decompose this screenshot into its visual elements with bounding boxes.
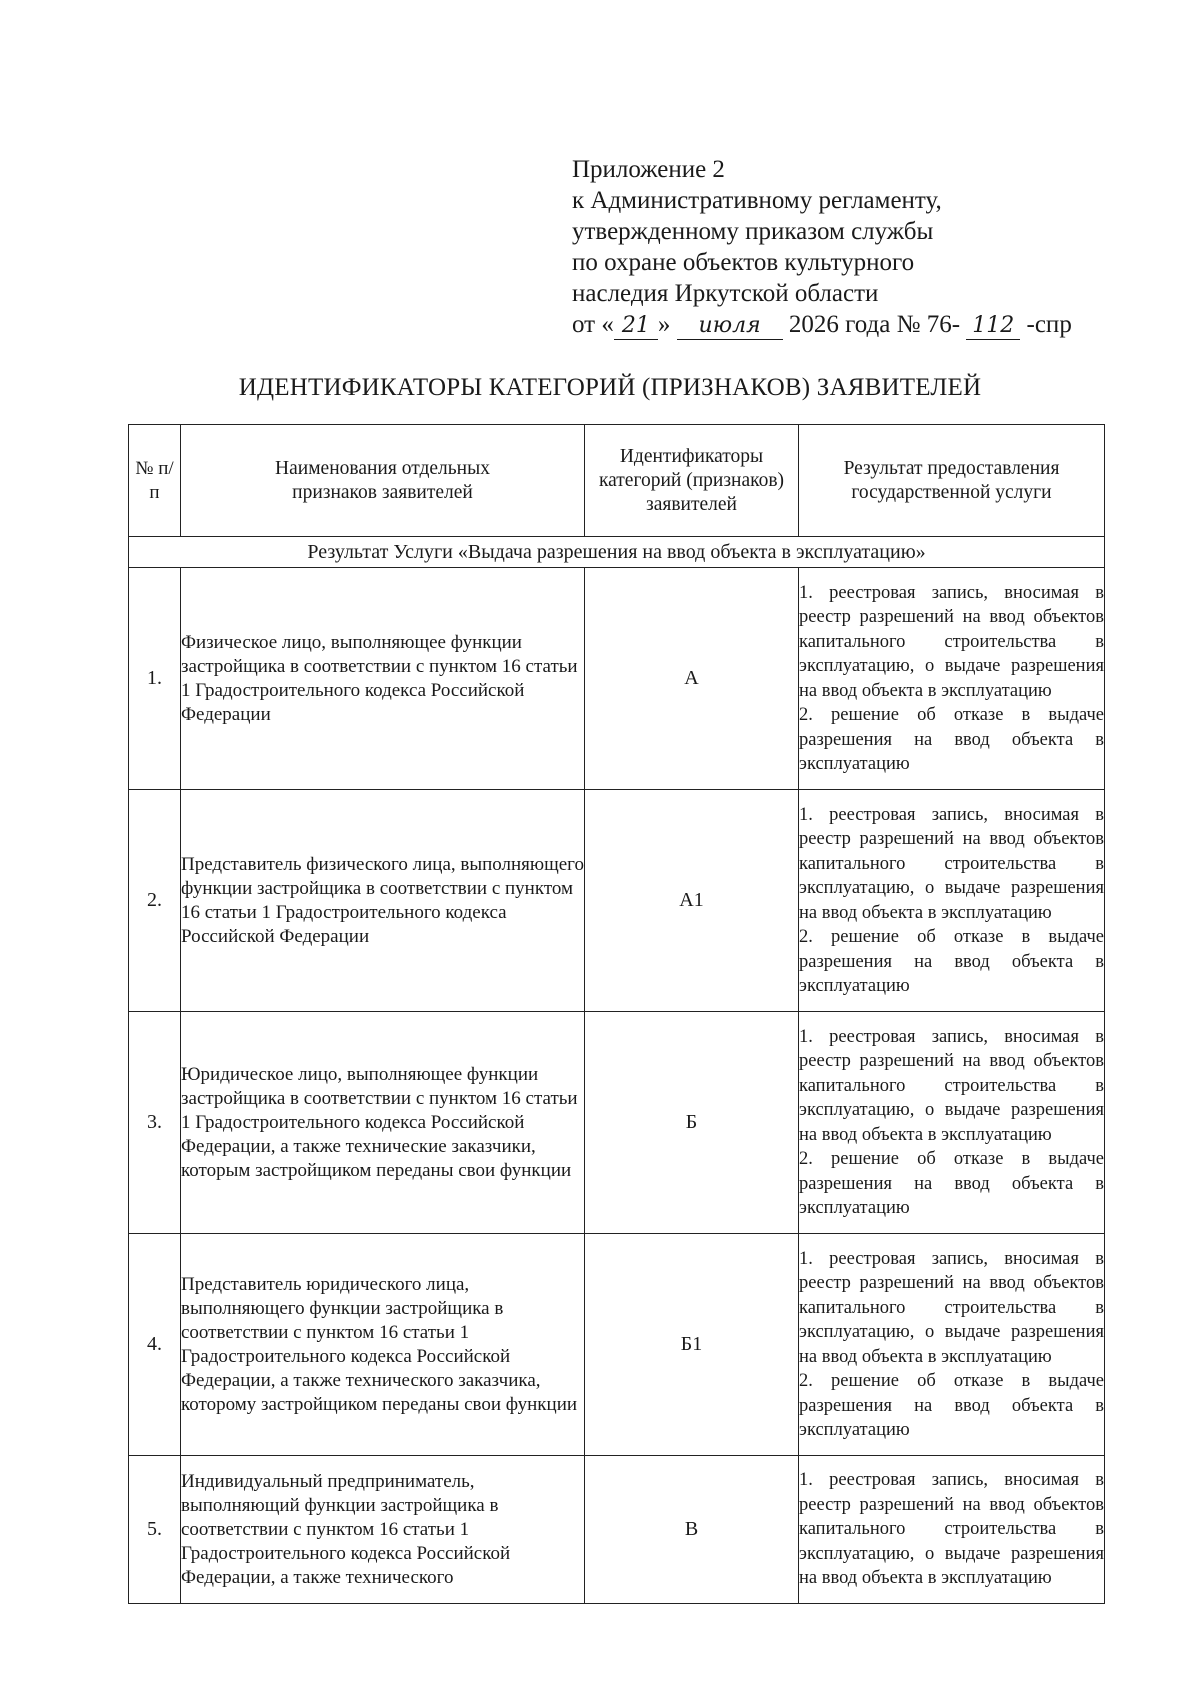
order-date-line [572, 309, 1172, 340]
header-category-text: Идентификаторы категорий (признаков) заявителей [598, 445, 785, 515]
section-row [129, 537, 1105, 568]
row-applicant-name: Физическое лицо, выполняющее функции застройщика в соответствии с пунктом 16 статьи 1 Градостроительного кодекса Российской Федерации [181, 568, 585, 790]
appendix-header [572, 154, 1172, 340]
header-num [129, 425, 181, 537]
result-item: 1. реестровая запись, вносимая в реестр разрешений на ввод объектов капитального строительства в эксплуатацию, о выдаче разрешения на ввод объекта в эксплуатацию [799, 582, 1104, 701]
date-prefix: от « [572, 311, 614, 338]
header-name-text: Наименования отдельных признаков заявителей [275, 457, 490, 503]
date-year-text: 2026 года № 76- [788, 311, 961, 338]
row-applicant-name: Юридическое лицо, выполняющее функции застройщика в соответствии с пунктом 16 статьи 1 Градостроительного кодекса Российской Федерации, а также технические заказчики, которым застройщиком переданы свои функции [181, 1012, 585, 1234]
header-category [585, 425, 799, 537]
section-title: Результат Услуги «Выдача разрешения на ввод объекта в эксплуатацию» [129, 537, 1105, 568]
row-category-id: А1 [585, 790, 799, 1012]
row-category-id: Б [585, 1012, 799, 1234]
result-item: 2. решение об отказе в выдаче разрешения на ввод объекта в эксплуатацию [799, 927, 1104, 996]
row-number: 4. [129, 1234, 181, 1456]
handwritten-day: 21 [614, 313, 658, 340]
result-item: 2. решение об отказе в выдаче разрешения на ввод объекта в эксплуатацию [799, 1149, 1104, 1218]
table-row [129, 1456, 1105, 1604]
header-num-text: № п/п [135, 457, 174, 503]
applicant-categories-table [128, 424, 1105, 1604]
table-row [129, 790, 1105, 1012]
appendix-line: к Административному регламенту, [572, 187, 942, 214]
row-category-id: Б1 [585, 1234, 799, 1456]
row-number: 3. [129, 1012, 181, 1234]
result-item: 2. решение об отказе в выдаче разрешения на ввод объекта в эксплуатацию [799, 705, 1104, 774]
appendix-line: утвержденному приказом службы [572, 218, 934, 245]
row-number: 2. [129, 790, 181, 1012]
document-title: ИДЕНТИФИКАТОРЫ КАТЕГОРИЙ (ПРИЗНАКОВ) ЗАЯВИТЕЛЕЙ [238, 374, 982, 401]
order-suffix: -спр [1026, 311, 1072, 338]
row-result [799, 790, 1105, 1012]
table-row [129, 1012, 1105, 1234]
header-result-text: Результат предоставления государственной услуги [843, 457, 1060, 503]
row-result [799, 1234, 1105, 1456]
result-item: 1. реестровая запись, вносимая в реестр разрешений на ввод объектов капитального строительства в эксплуатацию, о выдаче разрешения на ввод объекта в эксплуатацию [799, 1248, 1104, 1367]
row-applicant-name: Индивидуальный предприниматель, выполняющий функции застройщика в соответствии с пунктом 16 статьи 1 Градостроительного кодекса Российской Федерации, а также технического [181, 1456, 585, 1604]
appendix-line: Приложение 2 [572, 156, 725, 183]
date-quote-close: » [657, 311, 671, 338]
row-result [799, 568, 1105, 790]
result-item: 1. реестровая запись, вносимая в реестр разрешений на ввод объектов капитального строительства в эксплуатацию, о выдаче разрешения на ввод объекта в эксплуатацию [799, 1026, 1104, 1145]
handwritten-order-number: 112 [966, 313, 1020, 340]
row-applicant-name: Представитель физического лица, выполняющего функции застройщика в соответствии с пунктом 16 статьи 1 Градостроительного кодекса Российской Федерации [181, 790, 585, 1012]
header-name [181, 425, 585, 537]
result-item: 1. реестровая запись, вносимая в реестр разрешений на ввод объектов капитального строительства в эксплуатацию, о выдаче разрешения на ввод объекта в эксплуатацию [799, 804, 1104, 923]
row-applicant-name: Представитель юридического лица, выполняющего функции застройщика в соответствии с пунктом 16 статьи 1 Градостроительного кодекса Российской Федерации, а также технического заказчика, которому застройщиком переданы свои функции [181, 1234, 585, 1456]
table-header-row [129, 425, 1105, 537]
row-result [799, 1456, 1105, 1604]
row-number: 1. [129, 568, 181, 790]
result-item: 2. решение об отказе в выдаче разрешения на ввод объекта в эксплуатацию [799, 1371, 1104, 1440]
header-result [799, 425, 1105, 537]
row-number: 5. [129, 1456, 181, 1604]
row-category-id: В [585, 1456, 799, 1604]
table-row [129, 568, 1105, 790]
appendix-line: по охране объектов культурного [572, 249, 915, 276]
appendix-line: наследия Иркутской области [572, 280, 879, 307]
handwritten-month: июля [677, 313, 783, 340]
result-item: 1. реестровая запись, вносимая в реестр разрешений на ввод объектов капитального строительства в эксплуатацию, о выдаче разрешения на ввод объекта в эксплуатацию [799, 1470, 1104, 1589]
row-result [799, 1012, 1105, 1234]
row-category-id: А [585, 568, 799, 790]
table-row [129, 1234, 1105, 1456]
